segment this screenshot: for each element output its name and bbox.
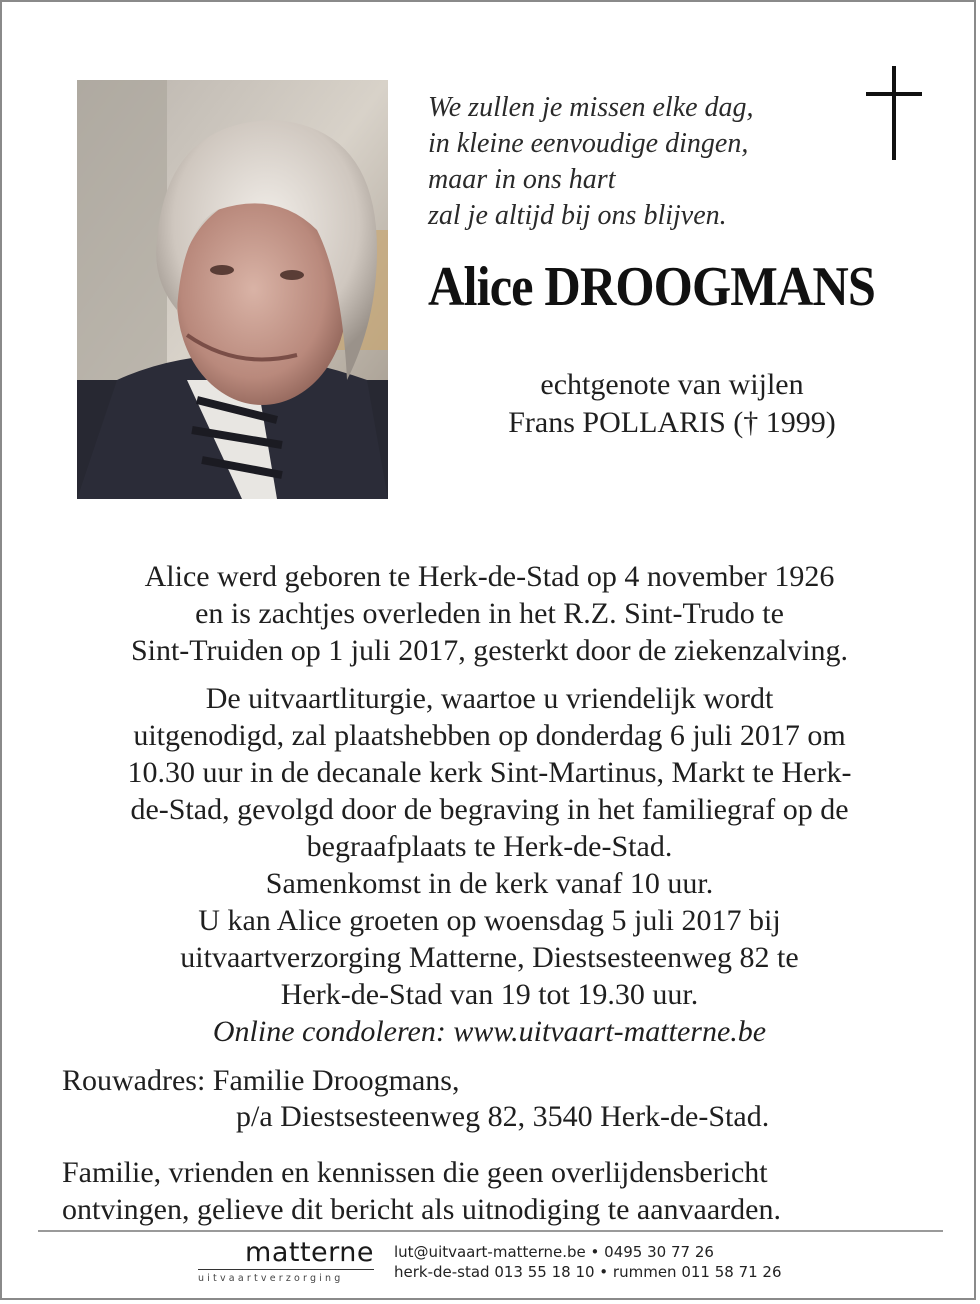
spouse-info — [402, 366, 942, 442]
funeral-paragraph — [32, 680, 947, 1050]
birth-line: Sint-Truiden op 1 juli 2017, gesterkt door de ziekenzalving. — [130, 634, 849, 667]
contact-line-1[interactable]: lut@uitvaart-matterne.be • 0495 30 77 26 — [394, 1243, 714, 1261]
portrait-photo — [77, 80, 388, 499]
footer-divider — [38, 1230, 943, 1232]
funeral-line: uitgenodigd, zal plaatshebben op donderdag 6 juli 2017 om — [133, 719, 846, 752]
portrait-image — [77, 80, 388, 499]
poem-line: zal je altijd bij ons blijven. — [428, 200, 727, 231]
funeral-line: De uitvaartliturgie, waartoe u vriendelijk wordt — [205, 682, 774, 715]
latin-cross-icon — [866, 66, 922, 160]
brand-tagline: uitvaartverzorging — [198, 1273, 344, 1284]
logo-underline — [198, 1269, 374, 1270]
funeral-line: 10.30 uur in de decanale kerk Sint-Martinus, Markt te Herk- — [127, 756, 852, 789]
poem-line: maar in ons hart — [428, 164, 616, 195]
funeral-line: Herk-de-Stad van 19 tot 19.30 uur. — [280, 978, 699, 1011]
birth-line: Alice werd geboren te Herk-de-Stad op 4 november 1926 — [144, 560, 835, 593]
spouse-line-2: Frans POLLARIS († 1999) — [508, 406, 836, 439]
matterne-logo — [198, 1238, 374, 1284]
birth-paragraph — [32, 558, 947, 669]
closing-paragraph — [62, 1154, 781, 1228]
closing-line: Familie, vrienden en kennissen die geen overlijdensbericht — [62, 1156, 768, 1189]
mourning-address-line-1: Rouwadres: Familie Droogmans, — [62, 1064, 460, 1097]
spouse-line-1: echtgenote van wijlen — [540, 368, 804, 401]
poem-line: in kleine eenvoudige dingen, — [428, 128, 749, 159]
mourning-address-line-2: p/a Diestsesteenweg 82, 3540 Herk-de-Stad. — [236, 1100, 770, 1133]
poem-line: We zullen je missen elke dag, — [428, 92, 754, 123]
deceased-name: Alice DROOGMANS — [428, 256, 876, 318]
funeral-line: uitvaartverzorging Matterne, Diestsesteenweg 82 te — [180, 941, 799, 974]
funeral-line: Samenkomst in de kerk vanaf 10 uur. — [265, 867, 714, 900]
closing-line: ontvingen, gelieve dit bericht als uitnodiging te aanvaarden. — [62, 1193, 781, 1226]
contact-line-2: herk-de-stad 013 55 18 10 • rummen 011 58 71 26 — [394, 1263, 782, 1281]
brand-name: matterne — [245, 1237, 374, 1268]
funeral-line: de-Stad, gevolgd door de begraving in het familiegraf op de — [130, 793, 849, 826]
poem — [428, 90, 754, 234]
footer-contact — [394, 1242, 782, 1282]
funeral-line: U kan Alice groeten op woensdag 5 juli 2017 bij — [198, 904, 781, 937]
online-condolence-link[interactable]: Online condoleren: www.uitvaart-matterne.be — [212, 1015, 767, 1048]
birth-line: en is zachtjes overleden in het R.Z. Sint-Trudo te — [195, 597, 784, 630]
funeral-line: begraafplaats te Herk-de-Stad. — [306, 830, 673, 863]
